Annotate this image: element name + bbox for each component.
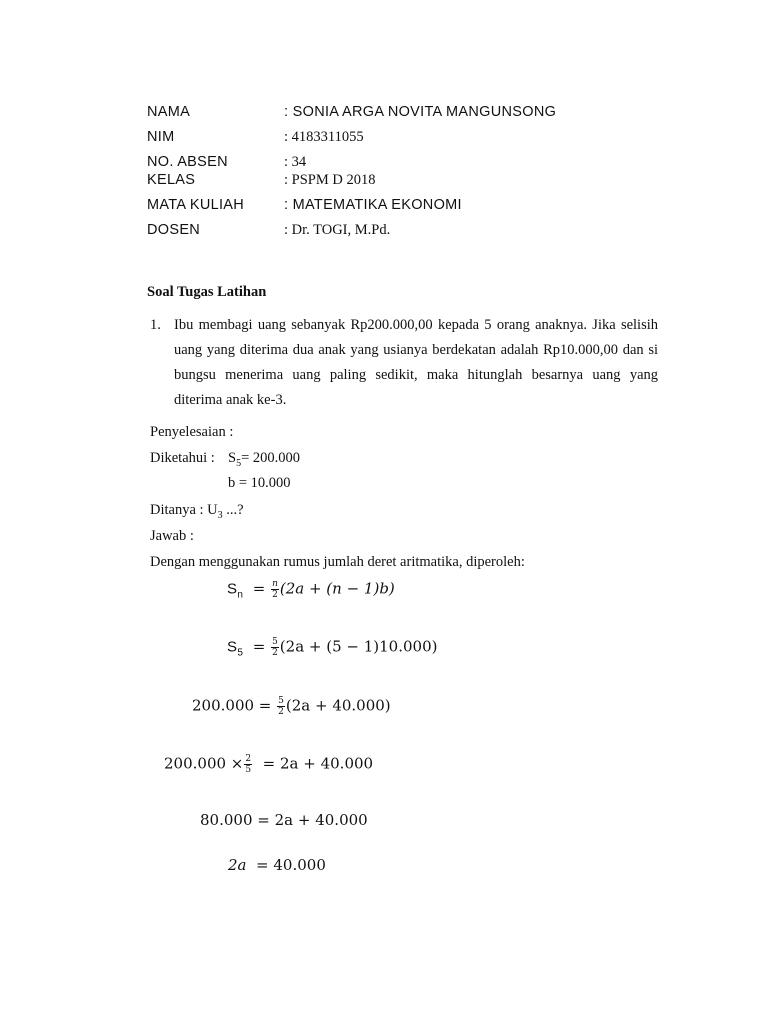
matkul-value: : MATEMATIKA EKONOMI	[284, 197, 462, 213]
equation-4	[164, 754, 373, 775]
equation-5	[200, 811, 368, 829]
ditanya	[150, 502, 244, 521]
eq4-right: = 2a + 40.000	[262, 754, 374, 773]
s5-symbol: S	[228, 450, 237, 466]
dosen-label: DOSEN	[147, 222, 201, 238]
eq4-fraction	[244, 754, 252, 775]
eq1-left-sub: n	[237, 589, 244, 601]
matkul-label: MATA KULIAH	[147, 197, 245, 213]
absen-label: NO. ABSEN	[147, 154, 228, 170]
nim-label: NIM	[147, 129, 175, 145]
eq1-left: S	[227, 580, 238, 598]
eq2-left-sub: 5	[237, 647, 244, 659]
eq3-right: (2a + 40.000)	[285, 696, 391, 715]
eq1-fraction	[271, 579, 279, 600]
eq5-left: 80.000	[200, 811, 253, 829]
equation-3: 200.000 = $\frac{5}{2}$ (2a + 40.000)	[192, 696, 391, 717]
equation-1: $S_n$ = $\frac{n}{2}$ (2a + (n − 1)b)	[227, 579, 395, 601]
b-known: b = 10.000	[228, 475, 291, 491]
ditanya-label: Ditanya : U	[150, 502, 218, 518]
kelas-value: : PSPM D 2018	[284, 172, 376, 188]
eq1-frac-den: 2	[272, 590, 278, 600]
nama-label: NAMA	[147, 104, 191, 120]
eq6-left: 2a	[228, 856, 247, 874]
eq3-fraction	[277, 696, 285, 717]
eq3-left: 200.000	[192, 696, 255, 715]
eq6-right: = 40.000	[256, 856, 326, 874]
eq2-left: S	[227, 638, 238, 656]
eq1-frac-num: n	[272, 579, 278, 589]
s5-value: = 200.000	[241, 450, 301, 466]
eq2-frac-num: 5	[272, 637, 278, 647]
eq2-right: (2a + (5 − 1)10.000)	[279, 637, 438, 656]
section-title: Soal Tugas Latihan	[147, 284, 267, 300]
eq2-frac-den: 2	[272, 648, 278, 658]
eq3-frac-num: 5	[278, 696, 284, 706]
dosen-value: : Dr. TOGI, M.Pd.	[284, 222, 391, 238]
eq5-right: = 2a + 40.000	[257, 811, 368, 829]
equation-2: $S_5$ = $\frac{5}{2}$ (2a + (5 − 1)10.000)	[227, 637, 438, 659]
eq4-left: 200.000 ×	[164, 754, 244, 773]
nama-value: : SONIA ARGA NOVITA MANGUNSONG	[284, 104, 557, 120]
s5-subscript: 5	[236, 457, 242, 469]
intro-text: Dengan menggunakan rumus jumlah deret aritmatika, diperoleh:	[150, 554, 525, 570]
problem-text: Ibu membagi uang sebanyak Rp200.000,00 kepada 5 orang anaknya. Jika selisih uang yang diterima dua anak yang usianya berdekatan adalah Rp10.000,00 dan si bungsu menerima uang paling sedikit, maka hitunglah besarnya uang yang diterima anak ke-3.	[174, 317, 658, 408]
s5-known	[228, 450, 300, 469]
penyelesaian-label: Penyelesaian :	[150, 424, 234, 440]
jawab-label: Jawab :	[150, 528, 194, 544]
eq1-right: (2a + (n − 1)b)	[279, 579, 395, 598]
problem-number: 1.	[150, 317, 161, 333]
equation-6	[228, 856, 326, 874]
eq4-frac-den: 5	[245, 765, 252, 775]
ditanya-rest: ...?	[222, 502, 244, 518]
ditanya-subscript: 3	[217, 509, 223, 521]
nim-value: : 4183311055	[284, 129, 364, 145]
kelas-label: KELAS	[147, 172, 196, 188]
eq4-frac-num: 2	[245, 754, 252, 764]
absen-value: : 34	[284, 154, 307, 170]
diketahui-label: Diketahui :	[150, 450, 215, 466]
eq3-frac-den: 2	[278, 707, 284, 717]
eq2-fraction	[271, 637, 279, 658]
